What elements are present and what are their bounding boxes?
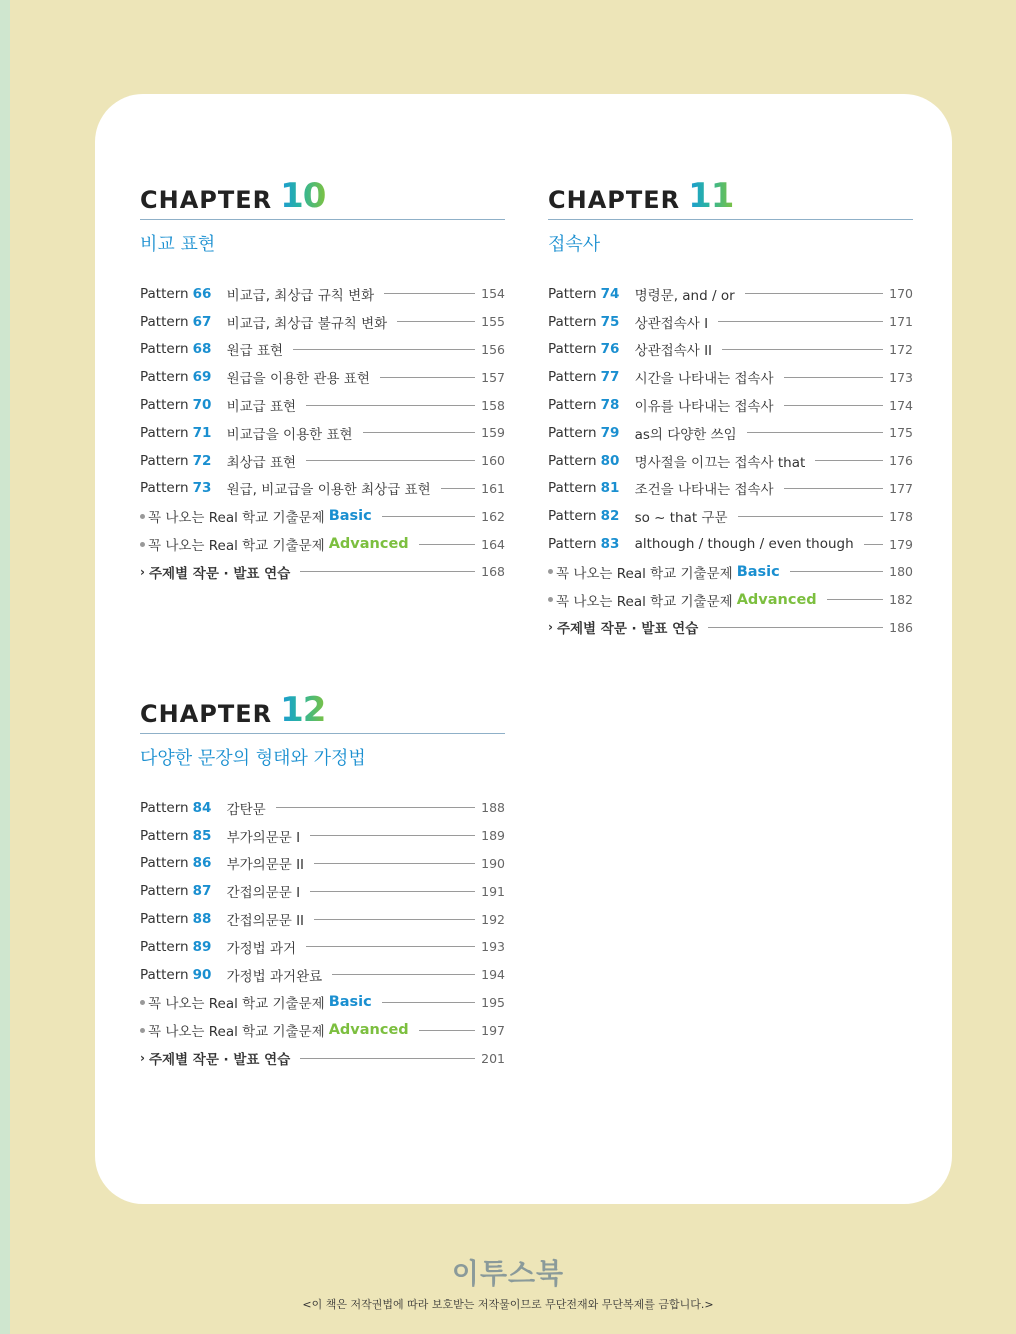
- pattern-title: 이유를 나타내는 접속사: [634, 399, 774, 416]
- pattern-number: 77: [600, 369, 620, 386]
- leader-line: [784, 377, 883, 378]
- pattern-title: 원급을 이용한 관용 표현: [226, 371, 370, 388]
- leader-line: [293, 349, 475, 350]
- chapter-rule: [548, 219, 913, 220]
- pattern-title: 상관접속사 II: [634, 343, 713, 360]
- chapter-12-section: [140, 690, 505, 1072]
- pattern-title: 간접의문문 I: [226, 885, 301, 902]
- pattern-word: Pattern: [548, 285, 597, 302]
- pattern-number: 78: [600, 397, 620, 414]
- pattern-word: Pattern: [140, 938, 189, 955]
- chapter-10-section: [140, 176, 505, 586]
- exam-title: 꼭 나오는 Real 학교 기출문제: [556, 593, 733, 610]
- toc-entry-advanced[interactable]: [140, 530, 505, 558]
- pattern-title: 명령문, and / or: [634, 287, 735, 304]
- toc-list: [140, 794, 505, 1072]
- practice-title: 주제별 작문 · 발표 연습: [148, 565, 291, 582]
- chapter-subtitle: 다양한 문장의 형태와 가정법: [140, 748, 366, 769]
- leader-line: [790, 571, 883, 572]
- pattern-number: 70: [192, 397, 212, 414]
- pattern-word: Pattern: [140, 966, 189, 983]
- page-number: 195: [481, 994, 505, 1010]
- pattern-number: 66: [192, 285, 212, 302]
- toc-entry[interactable]: [140, 850, 505, 878]
- toc-entry[interactable]: [140, 391, 505, 419]
- chevron-right-icon: ›: [140, 1051, 145, 1066]
- pattern-number: 83: [600, 536, 620, 553]
- page-number: 170: [889, 286, 913, 302]
- pattern-number: 89: [192, 938, 212, 955]
- leader-line: [718, 321, 883, 322]
- leader-line: [276, 807, 475, 808]
- leader-line: [722, 349, 883, 350]
- page-number: 154: [481, 286, 505, 302]
- pattern-number: 75: [600, 313, 620, 330]
- pattern-title: although / though / even though: [634, 536, 854, 553]
- pattern-number: 69: [192, 369, 212, 386]
- leader-line: [708, 627, 883, 628]
- pattern-number: 67: [192, 313, 212, 330]
- toc-entry[interactable]: [548, 475, 913, 503]
- leader-line: [864, 544, 883, 545]
- leader-line: [382, 516, 475, 517]
- toc-entry-basic[interactable]: [140, 989, 505, 1017]
- pattern-number: 80: [600, 452, 620, 469]
- chevron-right-icon: ›: [140, 564, 145, 579]
- leader-line: [441, 488, 475, 489]
- toc-entry[interactable]: [548, 502, 913, 530]
- page-number: 190: [481, 855, 505, 871]
- page-number: 180: [889, 564, 913, 580]
- chapter-word: CHAPTER: [140, 700, 273, 728]
- chapter-11-section: [548, 176, 913, 641]
- toc-entry[interactable]: [548, 280, 913, 308]
- publisher-logo: [0, 1252, 1016, 1292]
- chapter-word: CHAPTER: [548, 186, 681, 214]
- page-number: 160: [481, 453, 505, 469]
- toc-entry-practice[interactable]: [548, 614, 913, 642]
- leader-line: [300, 571, 475, 572]
- page-number: 171: [889, 314, 913, 330]
- page-number: 161: [481, 480, 505, 496]
- pattern-number: 84: [192, 799, 212, 816]
- bullet-dot-icon: [140, 1028, 145, 1033]
- page-number: 172: [889, 341, 913, 357]
- toc-entry-basic[interactable]: [140, 502, 505, 530]
- advanced-label: Advanced: [736, 591, 817, 608]
- leader-line: [384, 293, 475, 294]
- pattern-word: Pattern: [140, 480, 189, 497]
- leader-line: [310, 835, 475, 836]
- leader-line: [380, 377, 475, 378]
- basic-label: Basic: [328, 508, 372, 525]
- page-number: 197: [481, 1022, 505, 1038]
- page-number: 173: [889, 369, 913, 385]
- pattern-word: Pattern: [548, 452, 597, 469]
- page-number: 175: [889, 425, 913, 441]
- pattern-title: 비교급 표현: [226, 399, 297, 416]
- basic-label: Basic: [328, 994, 372, 1011]
- exam-title: 꼭 나오는 Real 학교 기출문제: [148, 510, 325, 527]
- toc-entry[interactable]: [140, 419, 505, 447]
- toc-card: [95, 94, 952, 1204]
- page-number: 156: [481, 341, 505, 357]
- leader-line: [745, 293, 883, 294]
- page-number: 158: [481, 397, 505, 413]
- pattern-number: 73: [192, 480, 212, 497]
- page-number: 186: [889, 619, 913, 635]
- exam-title: 꼭 나오는 Real 학교 기출문제: [148, 538, 325, 555]
- page-number: 176: [889, 453, 913, 469]
- pattern-word: Pattern: [548, 424, 597, 441]
- page-number: 191: [481, 883, 505, 899]
- pattern-title: 상관접속사 I: [634, 315, 709, 332]
- toc-entry[interactable]: [548, 363, 913, 391]
- toc-entry[interactable]: [140, 336, 505, 364]
- toc-entry[interactable]: [548, 447, 913, 475]
- leader-line: [738, 516, 883, 517]
- pattern-word: Pattern: [548, 536, 597, 553]
- chapter-heading: [548, 176, 913, 217]
- pattern-number: 76: [600, 341, 620, 358]
- toc-entry[interactable]: [140, 822, 505, 850]
- pattern-word: Pattern: [548, 480, 597, 497]
- pattern-number: 79: [600, 424, 620, 441]
- pattern-title: 조건을 나타내는 접속사: [634, 482, 774, 499]
- pattern-word: Pattern: [140, 313, 189, 330]
- toc-entry[interactable]: [140, 877, 505, 905]
- exam-title: 꼭 나오는 Real 학교 기출문제: [148, 996, 325, 1013]
- leader-line: [397, 321, 475, 322]
- page-number: 188: [481, 800, 505, 816]
- page-number: 178: [889, 508, 913, 524]
- toc-entry[interactable]: [140, 475, 505, 503]
- pattern-number: 82: [600, 508, 620, 525]
- pattern-number: 81: [600, 480, 620, 497]
- toc-entry[interactable]: [548, 336, 913, 364]
- pattern-title: 원급, 비교급을 이용한 최상급 표현: [226, 482, 431, 499]
- pattern-word: Pattern: [140, 799, 189, 816]
- page-number: 162: [481, 508, 505, 524]
- pattern-title: 간접의문문 II: [226, 913, 305, 930]
- toc-list: [140, 280, 505, 586]
- pattern-title: 비교급, 최상급 규칙 변화: [226, 287, 375, 304]
- leader-line: [306, 460, 475, 461]
- chevron-right-icon: ›: [548, 620, 553, 635]
- pattern-number: 86: [192, 855, 212, 872]
- bullet-dot-icon: [140, 542, 145, 547]
- toc-entry[interactable]: [140, 905, 505, 933]
- pattern-title: 비교급, 최상급 불규칙 변화: [226, 315, 388, 332]
- leader-line: [306, 946, 475, 947]
- pattern-word: Pattern: [140, 369, 189, 386]
- chapter-number: 10: [280, 176, 326, 217]
- toc-entry[interactable]: [140, 447, 505, 475]
- pattern-number: 68: [192, 341, 212, 358]
- page-number: 159: [481, 425, 505, 441]
- page-number: 182: [889, 592, 913, 608]
- chapter-rule: [140, 219, 505, 220]
- toc-entry-advanced[interactable]: [140, 1016, 505, 1044]
- pattern-title: 부가의문문 I: [226, 829, 301, 846]
- toc-entry[interactable]: [140, 961, 505, 989]
- chapter-word: CHAPTER: [140, 186, 273, 214]
- page-number: 192: [481, 911, 505, 927]
- pattern-word: Pattern: [140, 911, 189, 928]
- toc-entry[interactable]: [140, 308, 505, 336]
- page-number: 179: [889, 536, 913, 552]
- page-number: 168: [481, 564, 505, 580]
- pattern-word: Pattern: [140, 855, 189, 872]
- page-number: 193: [481, 939, 505, 955]
- pattern-title: 감탄문: [226, 801, 266, 818]
- leader-line: [382, 1002, 475, 1003]
- page-number: 157: [481, 369, 505, 385]
- pattern-word: Pattern: [548, 341, 597, 358]
- pattern-title: 부가의문문 II: [226, 857, 305, 874]
- pattern-word: Pattern: [140, 397, 189, 414]
- chapter-rule: [140, 733, 505, 734]
- leader-line: [419, 1030, 475, 1031]
- chapter-subtitle: 접속사: [548, 234, 601, 255]
- pattern-title: 최상급 표현: [226, 454, 297, 471]
- toc-entry[interactable]: [548, 419, 913, 447]
- leader-line: [784, 488, 883, 489]
- bullet-dot-icon: [548, 597, 553, 602]
- pattern-word: Pattern: [548, 313, 597, 330]
- toc-entry-basic[interactable]: [548, 558, 913, 586]
- toc-entry-advanced[interactable]: [548, 586, 913, 614]
- pattern-number: 71: [192, 424, 212, 441]
- exam-title: 꼭 나오는 Real 학교 기출문제: [148, 1024, 325, 1041]
- advanced-label: Advanced: [328, 1022, 409, 1039]
- advanced-label: Advanced: [328, 536, 409, 553]
- leader-line: [747, 432, 883, 433]
- logo-text: 이투스북: [451, 1257, 565, 1290]
- page-number: 177: [889, 480, 913, 496]
- practice-title: 주제별 작문 · 발표 연습: [556, 621, 699, 638]
- pattern-number: 88: [192, 911, 212, 928]
- pattern-number: 74: [600, 285, 620, 302]
- pattern-word: Pattern: [140, 452, 189, 469]
- copyright-notice: <이 책은 저작권법에 따라 보호받는 저작물이므로 무단전재와 무단복제를 금합니다.>: [302, 1298, 714, 1311]
- leader-line: [300, 1058, 475, 1059]
- toc-entry-practice[interactable]: [140, 558, 505, 586]
- pattern-word: Pattern: [548, 397, 597, 414]
- pattern-word: Pattern: [140, 285, 189, 302]
- toc-entry[interactable]: [140, 933, 505, 961]
- leader-line: [314, 919, 475, 920]
- toc-entry[interactable]: [140, 280, 505, 308]
- chapter-subtitle: 비교 표현: [140, 234, 216, 255]
- toc-entry[interactable]: [140, 363, 505, 391]
- pattern-title: 원급 표현: [226, 343, 284, 360]
- pattern-word: Pattern: [140, 341, 189, 358]
- page-number: 174: [889, 397, 913, 413]
- page-number: 189: [481, 828, 505, 844]
- basic-label: Basic: [736, 563, 780, 580]
- leader-line: [332, 974, 475, 975]
- chapter-heading: [140, 690, 505, 731]
- leader-line: [310, 891, 475, 892]
- chapter-heading: [140, 176, 505, 217]
- pattern-word: Pattern: [548, 508, 597, 525]
- pattern-number: 90: [192, 966, 212, 983]
- exam-title: 꼭 나오는 Real 학교 기출문제: [556, 565, 733, 582]
- pattern-word: Pattern: [548, 369, 597, 386]
- pattern-word: Pattern: [140, 827, 189, 844]
- pattern-word: Pattern: [140, 883, 189, 900]
- page-number: 155: [481, 314, 505, 330]
- leader-line: [815, 460, 883, 461]
- practice-title: 주제별 작문 · 발표 연습: [148, 1052, 291, 1069]
- toc-entry[interactable]: [548, 308, 913, 336]
- page-number: 201: [481, 1050, 505, 1066]
- bullet-dot-icon: [548, 569, 553, 574]
- bullet-dot-icon: [140, 1000, 145, 1005]
- page-number: 194: [481, 967, 505, 983]
- leader-line: [419, 544, 475, 545]
- pattern-title: 비교급을 이용한 표현: [226, 426, 353, 443]
- chapter-number: 12: [280, 690, 326, 731]
- pattern-title: 가정법 과거완료: [226, 968, 323, 985]
- pattern-title: as의 다양한 쓰임: [634, 426, 737, 443]
- leader-line: [784, 405, 883, 406]
- toc-entry[interactable]: [548, 530, 913, 558]
- pattern-number: 72: [192, 452, 212, 469]
- leader-line: [306, 405, 475, 406]
- leader-line: [363, 432, 475, 433]
- bullet-dot-icon: [140, 514, 145, 519]
- pattern-title: 시간을 나타내는 접속사: [634, 371, 774, 388]
- leader-line: [314, 863, 475, 864]
- toc-entry-practice[interactable]: [140, 1044, 505, 1072]
- pattern-word: Pattern: [140, 424, 189, 441]
- pattern-title: 명사절을 이끄는 접속사 that: [634, 454, 806, 471]
- toc-entry[interactable]: [548, 391, 913, 419]
- pattern-number: 85: [192, 827, 212, 844]
- left-edge-strip: [0, 0, 10, 1334]
- pattern-title: so ~ that 구문: [634, 510, 728, 527]
- toc-entry[interactable]: [140, 794, 505, 822]
- chapter-number: 11: [688, 176, 734, 217]
- page-number: 164: [481, 536, 505, 552]
- toc-list: [548, 280, 913, 641]
- pattern-title: 가정법 과거: [226, 940, 297, 957]
- pattern-number: 87: [192, 883, 212, 900]
- leader-line: [827, 599, 883, 600]
